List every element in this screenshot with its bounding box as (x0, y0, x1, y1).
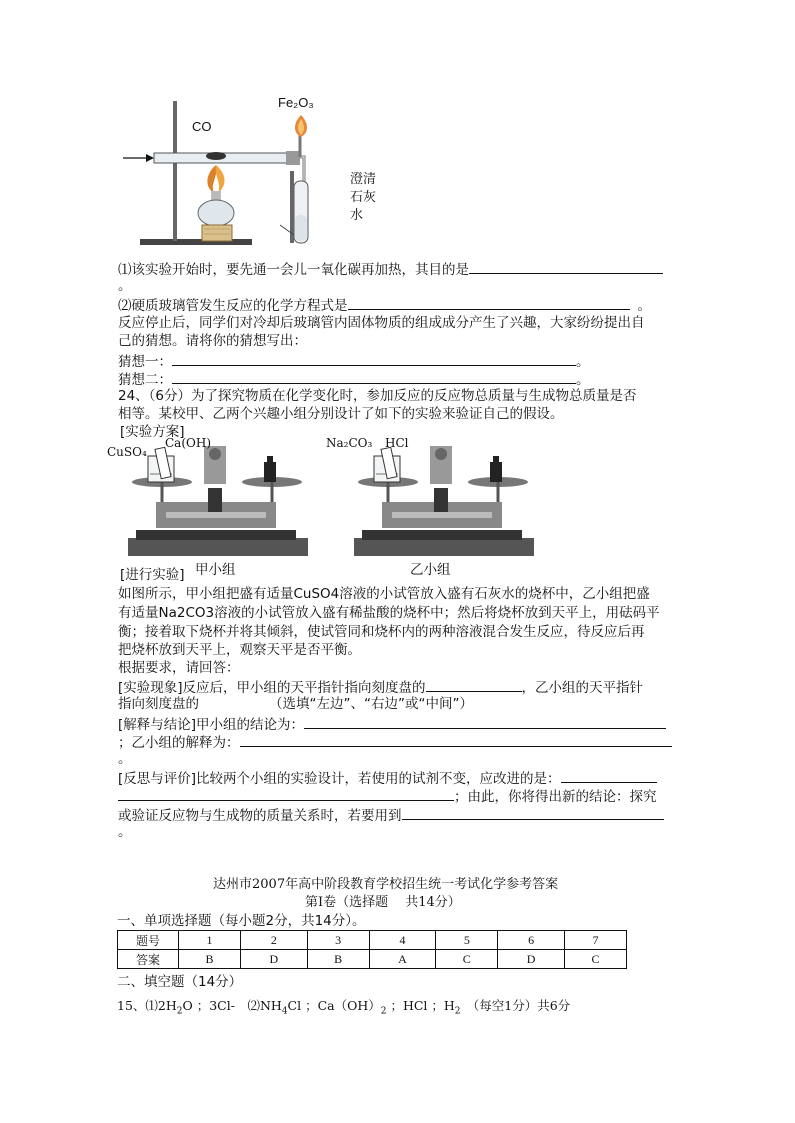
lime-water-label-1: 澄清 (350, 171, 377, 186)
table-header-cell: 4 (369, 931, 436, 950)
reflection-end: 。 (118, 824, 132, 840)
q23-part1-end: 。 (118, 278, 132, 294)
table-header-cell: 3 (307, 931, 369, 950)
q15-answer: 15、$⑴2H_2O$ ；3Cl- $⑵NH_4Cl$ ；$Ca(OH)_2$ ；HCl ；$H_2$ （每空1分）共6分 (117, 998, 571, 1017)
explanation-end: 。 (118, 751, 132, 767)
q23-part2: ⑵硬质玻璃管发生反应的化学方程式是 。 (118, 295, 651, 315)
stand-base (140, 239, 252, 245)
q24-line1: 24、（6分）为了探究物质在化学变化时，参加反应的反应物总质量与生成物总质量是否 (118, 388, 637, 404)
group-b-explanation-blank[interactable] (240, 732, 672, 747)
q24-line2: 相等。某校甲、乙两个兴趣小组分别设计了如下的实验来验证自己的假设。 (118, 406, 564, 422)
table-header-cell: 7 (564, 931, 626, 950)
group-b-label: 乙小组 (410, 562, 451, 578)
explanation-line1: [解释与结论]甲小组的结论为： (118, 714, 666, 734)
conclusion-blank[interactable] (402, 805, 664, 820)
explanation-line2: ；乙小组的解释为： (118, 732, 672, 752)
co-label: CO (192, 119, 212, 134)
procedure-line1: 如图所示，甲小组把盛有适量CuSO4溶液的小试管放入盛有石灰水的烧杯中，乙小组把盛 (118, 586, 650, 602)
q23-part3-line2: 己的猜想。请将你的猜想写出： (118, 333, 307, 349)
table-cell: C (436, 950, 498, 969)
answer-blank[interactable] (469, 259, 663, 274)
table-cell: D (498, 950, 565, 969)
q23-part3-line1: 反应停止后，同学们对冷却后玻璃管内固体物质的组成成分产生了兴趣，大家纷纷提出自 (118, 315, 645, 331)
table-cell: D (241, 950, 308, 969)
observation-line2: 指向刻度盘的 （选填“左边”、“右边”或“中间”） (118, 696, 473, 712)
answer-key-subtitle: 第Ⅰ卷（选择题 共14分） (305, 895, 461, 910)
table-cell: B (307, 950, 369, 969)
table-header-cell: 1 (179, 931, 241, 950)
procedure-heading: [进行实验] (120, 567, 185, 583)
balance-b-drawing (352, 440, 537, 560)
improvement-blank-continued[interactable] (118, 786, 454, 801)
group-a-conclusion-blank[interactable] (304, 714, 666, 729)
procedure-line2: 有适量Na2CO3溶液的小试管放入盛有稀盐酸的烧杯中；然后将烧杯放到天平上，用砝码平 (118, 605, 660, 621)
observation-line1: [实验现象]反应后，甲小组的天平指针指向刻度盘的 ，乙小组的天平指针 (118, 677, 643, 697)
wood-block (202, 225, 232, 241)
caoh-label: Ca(OH) (165, 436, 212, 450)
requirement-line: 根据要求，请回答： (118, 660, 240, 676)
section-one-heading: 一、单项选择题（每小题2分，共14分）。 (117, 913, 366, 929)
guess-one-blank[interactable] (172, 351, 576, 366)
group-a-pointer-blank[interactable] (426, 677, 522, 692)
guess-one: 猜想一： 。 (118, 351, 590, 371)
hcl-label: HCl (385, 436, 409, 450)
q23-part1: ⑴该实验开始时，要先通一会儿一氧化碳再加热，其目的是 (118, 259, 663, 279)
reflection-line1: [反思与评价]比较两个小组的实验设计，若使用的试剂不变，应改进的是： (118, 768, 657, 788)
balance-a-drawing (126, 440, 311, 560)
improvement-blank[interactable] (561, 768, 657, 783)
table-header-cell: 2 (241, 931, 308, 950)
reflection-line3: 或验证反应物与生成物的质量关系时，若要用到 (118, 805, 664, 825)
table-cell: 答案 (118, 950, 179, 969)
answer-key-title: 达州市2007年高中阶段教育学校招生统一考试化学参考答案 (213, 877, 559, 892)
stand-rod (173, 101, 177, 241)
lime-water-label-2: 石灰 (350, 189, 377, 204)
table-row-answers (118, 950, 627, 969)
lime-water-label-3: 水 (350, 207, 364, 222)
group-a-label: 甲小组 (195, 562, 236, 578)
section-two-heading: 二、填空题（14分） (117, 974, 243, 990)
cuso4-label: CuSO₄ (107, 445, 147, 459)
guess-two-blank[interactable] (172, 369, 576, 384)
fe2o3-label: Fe₂O₃ (278, 95, 314, 110)
guess-two: 猜想二： 。 (118, 369, 590, 389)
table-cell: C (564, 950, 626, 969)
procedure-line4: 把烧杯放到天平上，观察天平是否平衡。 (118, 642, 361, 658)
table-header-cell: 题号 (118, 931, 179, 950)
table-header-cell: 5 (436, 931, 498, 950)
table-cell: B (179, 950, 241, 969)
table-header-cell: 6 (498, 931, 565, 950)
equation-blank[interactable] (348, 295, 630, 310)
procedure-line3: 衡；接着取下烧杯并将其倾斜，使试管同和烧杯内的两种溶液混合发生反应，待反应后再 (118, 624, 645, 640)
table-cell: A (369, 950, 436, 969)
answer-table (117, 930, 627, 969)
plan-heading: [实验方案] (120, 424, 185, 440)
reflection-line2: ；由此，你将得出新的结论：探究 (118, 786, 657, 806)
na2co3-label: Na₂CO₃ (326, 436, 373, 450)
table-row-header (118, 931, 627, 950)
